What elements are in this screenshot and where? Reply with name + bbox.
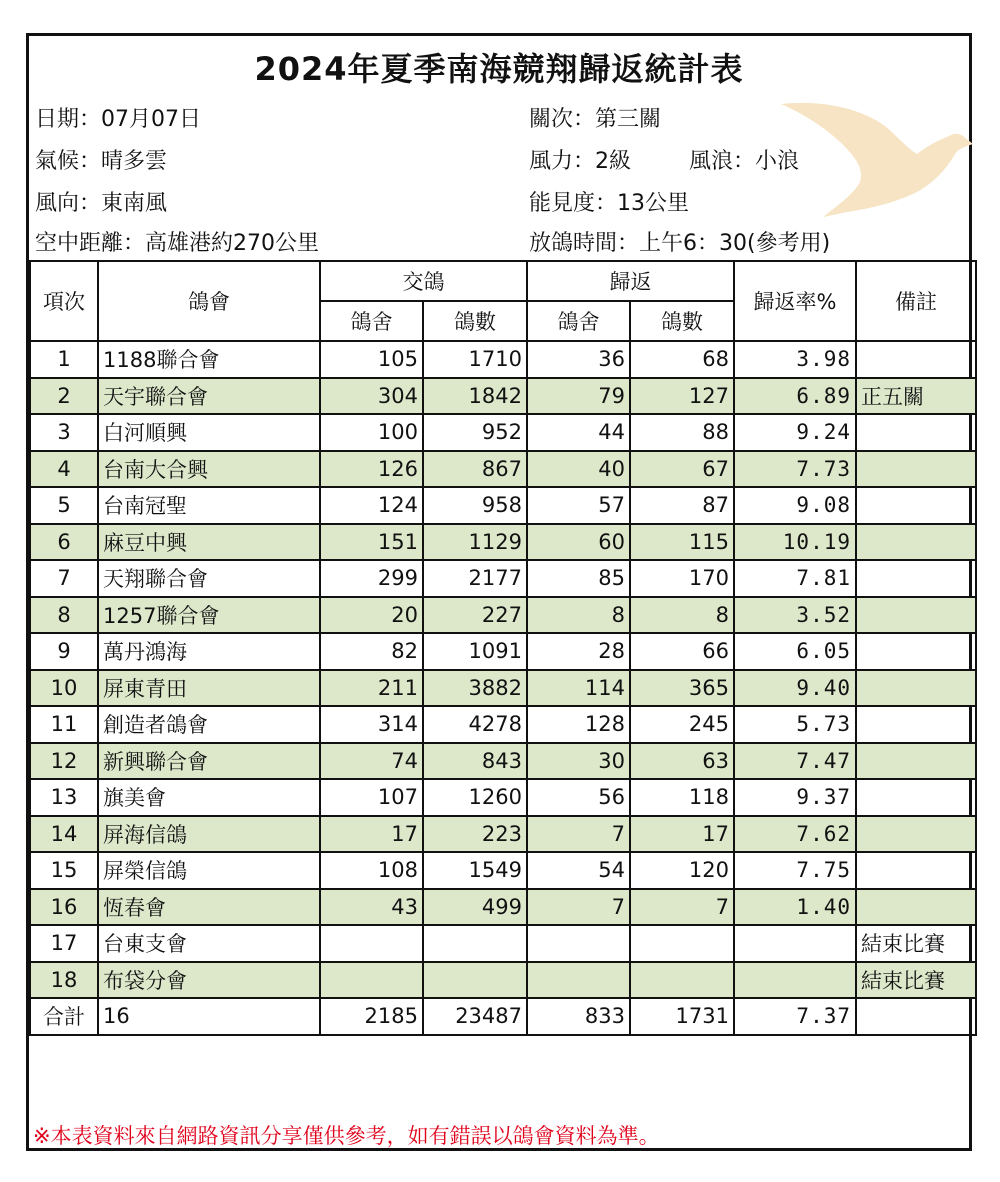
row-returned-lofts: 60 [527,524,630,561]
info-distance: 空中距離：高雄港約270公里 [35,231,319,256]
table-row [30,487,976,524]
row-returned-birds: 66 [630,633,734,670]
table-row [30,560,976,597]
row-returned-lofts: 79 [527,378,630,415]
row-note [856,706,976,743]
row-club: 屏榮信鴿 [98,852,320,889]
row-returned-lofts: 30 [527,743,630,780]
row-index: 2 [30,378,98,415]
row-rate [734,925,856,962]
row-note: 結束比賽 [856,962,976,999]
row-returned-birds: 88 [630,414,734,451]
row-note [856,633,976,670]
row-index: 1 [30,341,98,378]
row-club: 白河順興 [98,414,320,451]
page-title: 2024年夏季南海競翔歸返統計表 [254,50,744,88]
row-returned-birds: 365 [630,670,734,707]
row-rate: 9.08 [734,487,856,524]
row-entered-lofts: 151 [320,524,423,561]
row-returned-lofts: 114 [527,670,630,707]
dove-icon [777,96,973,218]
row-note: 正五關 [856,378,976,415]
row-index: 16 [30,889,98,926]
row-club: 布袋分會 [98,962,320,999]
row-index: 14 [30,816,98,853]
header-rate: 歸返率% [734,261,856,341]
row-rate: 9.37 [734,779,856,816]
header-returned-birds: 鴿數 [630,301,734,341]
row-returned-lofts: 28 [527,633,630,670]
row-rate: 3.98 [734,341,856,378]
row-entered-birds: 952 [423,414,527,451]
row-entered-lofts: 105 [320,341,423,378]
table-row [30,889,976,926]
row-note [856,341,976,378]
row-rate: 7.81 [734,560,856,597]
header-entered: 交鴿 [320,261,527,301]
row-index: 17 [30,925,98,962]
row-note [856,816,976,853]
row-entered-lofts: 126 [320,451,423,488]
row-entered-lofts [320,925,423,962]
table-row [30,597,976,634]
row-note [856,524,976,561]
info-wind-power: 風力：2級 [529,149,631,174]
row-returned-birds [630,925,734,962]
row-index: 9 [30,633,98,670]
row-club: 台南冠聖 [98,487,320,524]
header-club: 鴿會 [98,261,320,341]
row-index: 8 [30,597,98,634]
info-wind-direction: 風向：東南風 [35,191,168,216]
row-entered-lofts [320,962,423,999]
row-returned-birds: 118 [630,779,734,816]
row-club: 麻豆中興 [98,524,320,561]
row-returned-birds [630,962,734,999]
row-entered-lofts: 20 [320,597,423,634]
row-rate: 7.62 [734,816,856,853]
row-returned-lofts: 7 [527,889,630,926]
row-returned-lofts: 128 [527,706,630,743]
total-label: 合計 [30,998,98,1035]
row-returned-birds: 245 [630,706,734,743]
row-entered-lofts: 304 [320,378,423,415]
row-club: 創造者鴿會 [98,706,320,743]
footnote: ※本表資料來自網路資訊分享僅供參考，如有錯誤以鴿會資料為準。 [33,1124,660,1148]
row-returned-birds: 63 [630,743,734,780]
row-returned-lofts: 36 [527,341,630,378]
row-returned-lofts: 7 [527,816,630,853]
row-entered-birds: 958 [423,487,527,524]
row-returned-birds: 120 [630,852,734,889]
row-note [856,560,976,597]
row-returned-lofts: 54 [527,852,630,889]
row-club: 台東支會 [98,925,320,962]
row-entered-birds: 3882 [423,670,527,707]
row-entered-birds: 1549 [423,852,527,889]
row-entered-lofts: 107 [320,779,423,816]
table-row [30,633,976,670]
row-note [856,414,976,451]
row-club: 新興聯合會 [98,743,320,780]
results-table [29,260,977,1036]
row-entered-birds: 227 [423,597,527,634]
total-entered-lofts: 2185 [320,998,423,1035]
row-entered-lofts: 211 [320,670,423,707]
row-returned-lofts: 8 [527,597,630,634]
table-row [30,816,976,853]
row-note [856,597,976,634]
row-rate: 7.47 [734,743,856,780]
row-returned-birds: 170 [630,560,734,597]
row-note [856,487,976,524]
results-body [30,341,976,998]
row-entered-lofts: 43 [320,889,423,926]
row-index: 10 [30,670,98,707]
row-note [856,451,976,488]
row-club: 屏海信鴿 [98,816,320,853]
info-date: 日期：07月07日 [35,107,201,132]
row-entered-birds: 223 [423,816,527,853]
table-row [30,925,976,962]
info-weather: 氣候：晴多雲 [35,149,168,174]
row-rate: 3.52 [734,597,856,634]
row-returned-birds: 67 [630,451,734,488]
row-rate: 9.40 [734,670,856,707]
row-returned-lofts [527,925,630,962]
table-row [30,451,976,488]
header-index: 項次 [30,261,98,341]
row-club: 恆春會 [98,889,320,926]
row-index: 5 [30,487,98,524]
row-entered-lofts: 124 [320,487,423,524]
row-index: 15 [30,852,98,889]
row-index: 11 [30,706,98,743]
row-returned-lofts: 85 [527,560,630,597]
table-row [30,378,976,415]
header-entered-lofts: 鴿舍 [320,301,423,341]
row-returned-lofts: 57 [527,487,630,524]
info-stage: 關次：第三關 [529,107,662,132]
row-returned-birds: 7 [630,889,734,926]
row-rate: 7.75 [734,852,856,889]
row-note [856,670,976,707]
row-index: 12 [30,743,98,780]
row-club: 屏東青田 [98,670,320,707]
row-entered-birds: 499 [423,889,527,926]
row-returned-birds: 8 [630,597,734,634]
info-waves: 風浪：小浪 [689,149,800,174]
row-entered-birds: 843 [423,743,527,780]
row-rate [734,962,856,999]
total-returned-birds: 1731 [630,998,734,1035]
table-row [30,414,976,451]
total-entered-birds: 23487 [423,998,527,1035]
row-club: 1257聯合會 [98,597,320,634]
row-entered-birds: 1842 [423,378,527,415]
row-rate: 10.19 [734,524,856,561]
header-returned: 歸返 [527,261,734,301]
row-returned-birds: 115 [630,524,734,561]
row-note [856,852,976,889]
row-club: 天宇聯合會 [98,378,320,415]
row-entered-birds [423,925,527,962]
row-entered-lofts: 299 [320,560,423,597]
row-returned-birds: 87 [630,487,734,524]
row-rate: 9.24 [734,414,856,451]
row-entered-birds: 2177 [423,560,527,597]
info-release-time: 放鴿時間：上午6：30(參考用) [529,231,831,256]
table-row [30,706,976,743]
header-returned-lofts: 鴿舍 [527,301,630,341]
table-row [30,852,976,889]
total-rate: 7.37 [734,998,856,1035]
row-returned-lofts: 44 [527,414,630,451]
row-note [856,779,976,816]
row-returned-birds: 68 [630,341,734,378]
row-returned-birds: 127 [630,378,734,415]
table-row [30,779,976,816]
row-index: 18 [30,962,98,999]
row-club: 旗美會 [98,779,320,816]
info-visibility: 能見度：13公里 [529,191,689,216]
row-returned-lofts [527,962,630,999]
table-row [30,962,976,999]
row-rate: 5.73 [734,706,856,743]
total-note [856,998,976,1035]
row-entered-birds: 1129 [423,524,527,561]
row-entered-birds [423,962,527,999]
total-row [30,998,976,1035]
row-entered-lofts: 82 [320,633,423,670]
row-entered-lofts: 100 [320,414,423,451]
row-entered-lofts: 314 [320,706,423,743]
table-row [30,670,976,707]
row-club: 1188聯合會 [98,341,320,378]
row-entered-lofts: 17 [320,816,423,853]
row-rate: 7.73 [734,451,856,488]
row-rate: 6.89 [734,378,856,415]
row-entered-birds: 1091 [423,633,527,670]
row-entered-birds: 4278 [423,706,527,743]
row-index: 3 [30,414,98,451]
row-entered-birds: 867 [423,451,527,488]
row-entered-lofts: 108 [320,852,423,889]
row-entered-birds: 1260 [423,779,527,816]
row-note [856,889,976,926]
table-row [30,743,976,780]
row-index: 13 [30,779,98,816]
total-returned-lofts: 833 [527,998,630,1035]
table-row [30,524,976,561]
header-note: 備註 [856,261,976,341]
row-index: 4 [30,451,98,488]
row-club: 台南大合興 [98,451,320,488]
row-rate: 1.40 [734,889,856,926]
row-rate: 6.05 [734,633,856,670]
row-index: 6 [30,524,98,561]
row-club: 萬丹鴻海 [98,633,320,670]
row-club: 天翔聯合會 [98,560,320,597]
total-clubs: 16 [98,998,320,1035]
row-returned-lofts: 40 [527,451,630,488]
table-row [30,341,976,378]
row-returned-lofts: 56 [527,779,630,816]
row-note: 結束比賽 [856,925,976,962]
header-entered-birds: 鴿數 [423,301,527,341]
row-returned-birds: 17 [630,816,734,853]
row-entered-birds: 1710 [423,341,527,378]
stats-sheet [26,33,972,1151]
row-note [856,743,976,780]
row-index: 7 [30,560,98,597]
row-entered-lofts: 74 [320,743,423,780]
